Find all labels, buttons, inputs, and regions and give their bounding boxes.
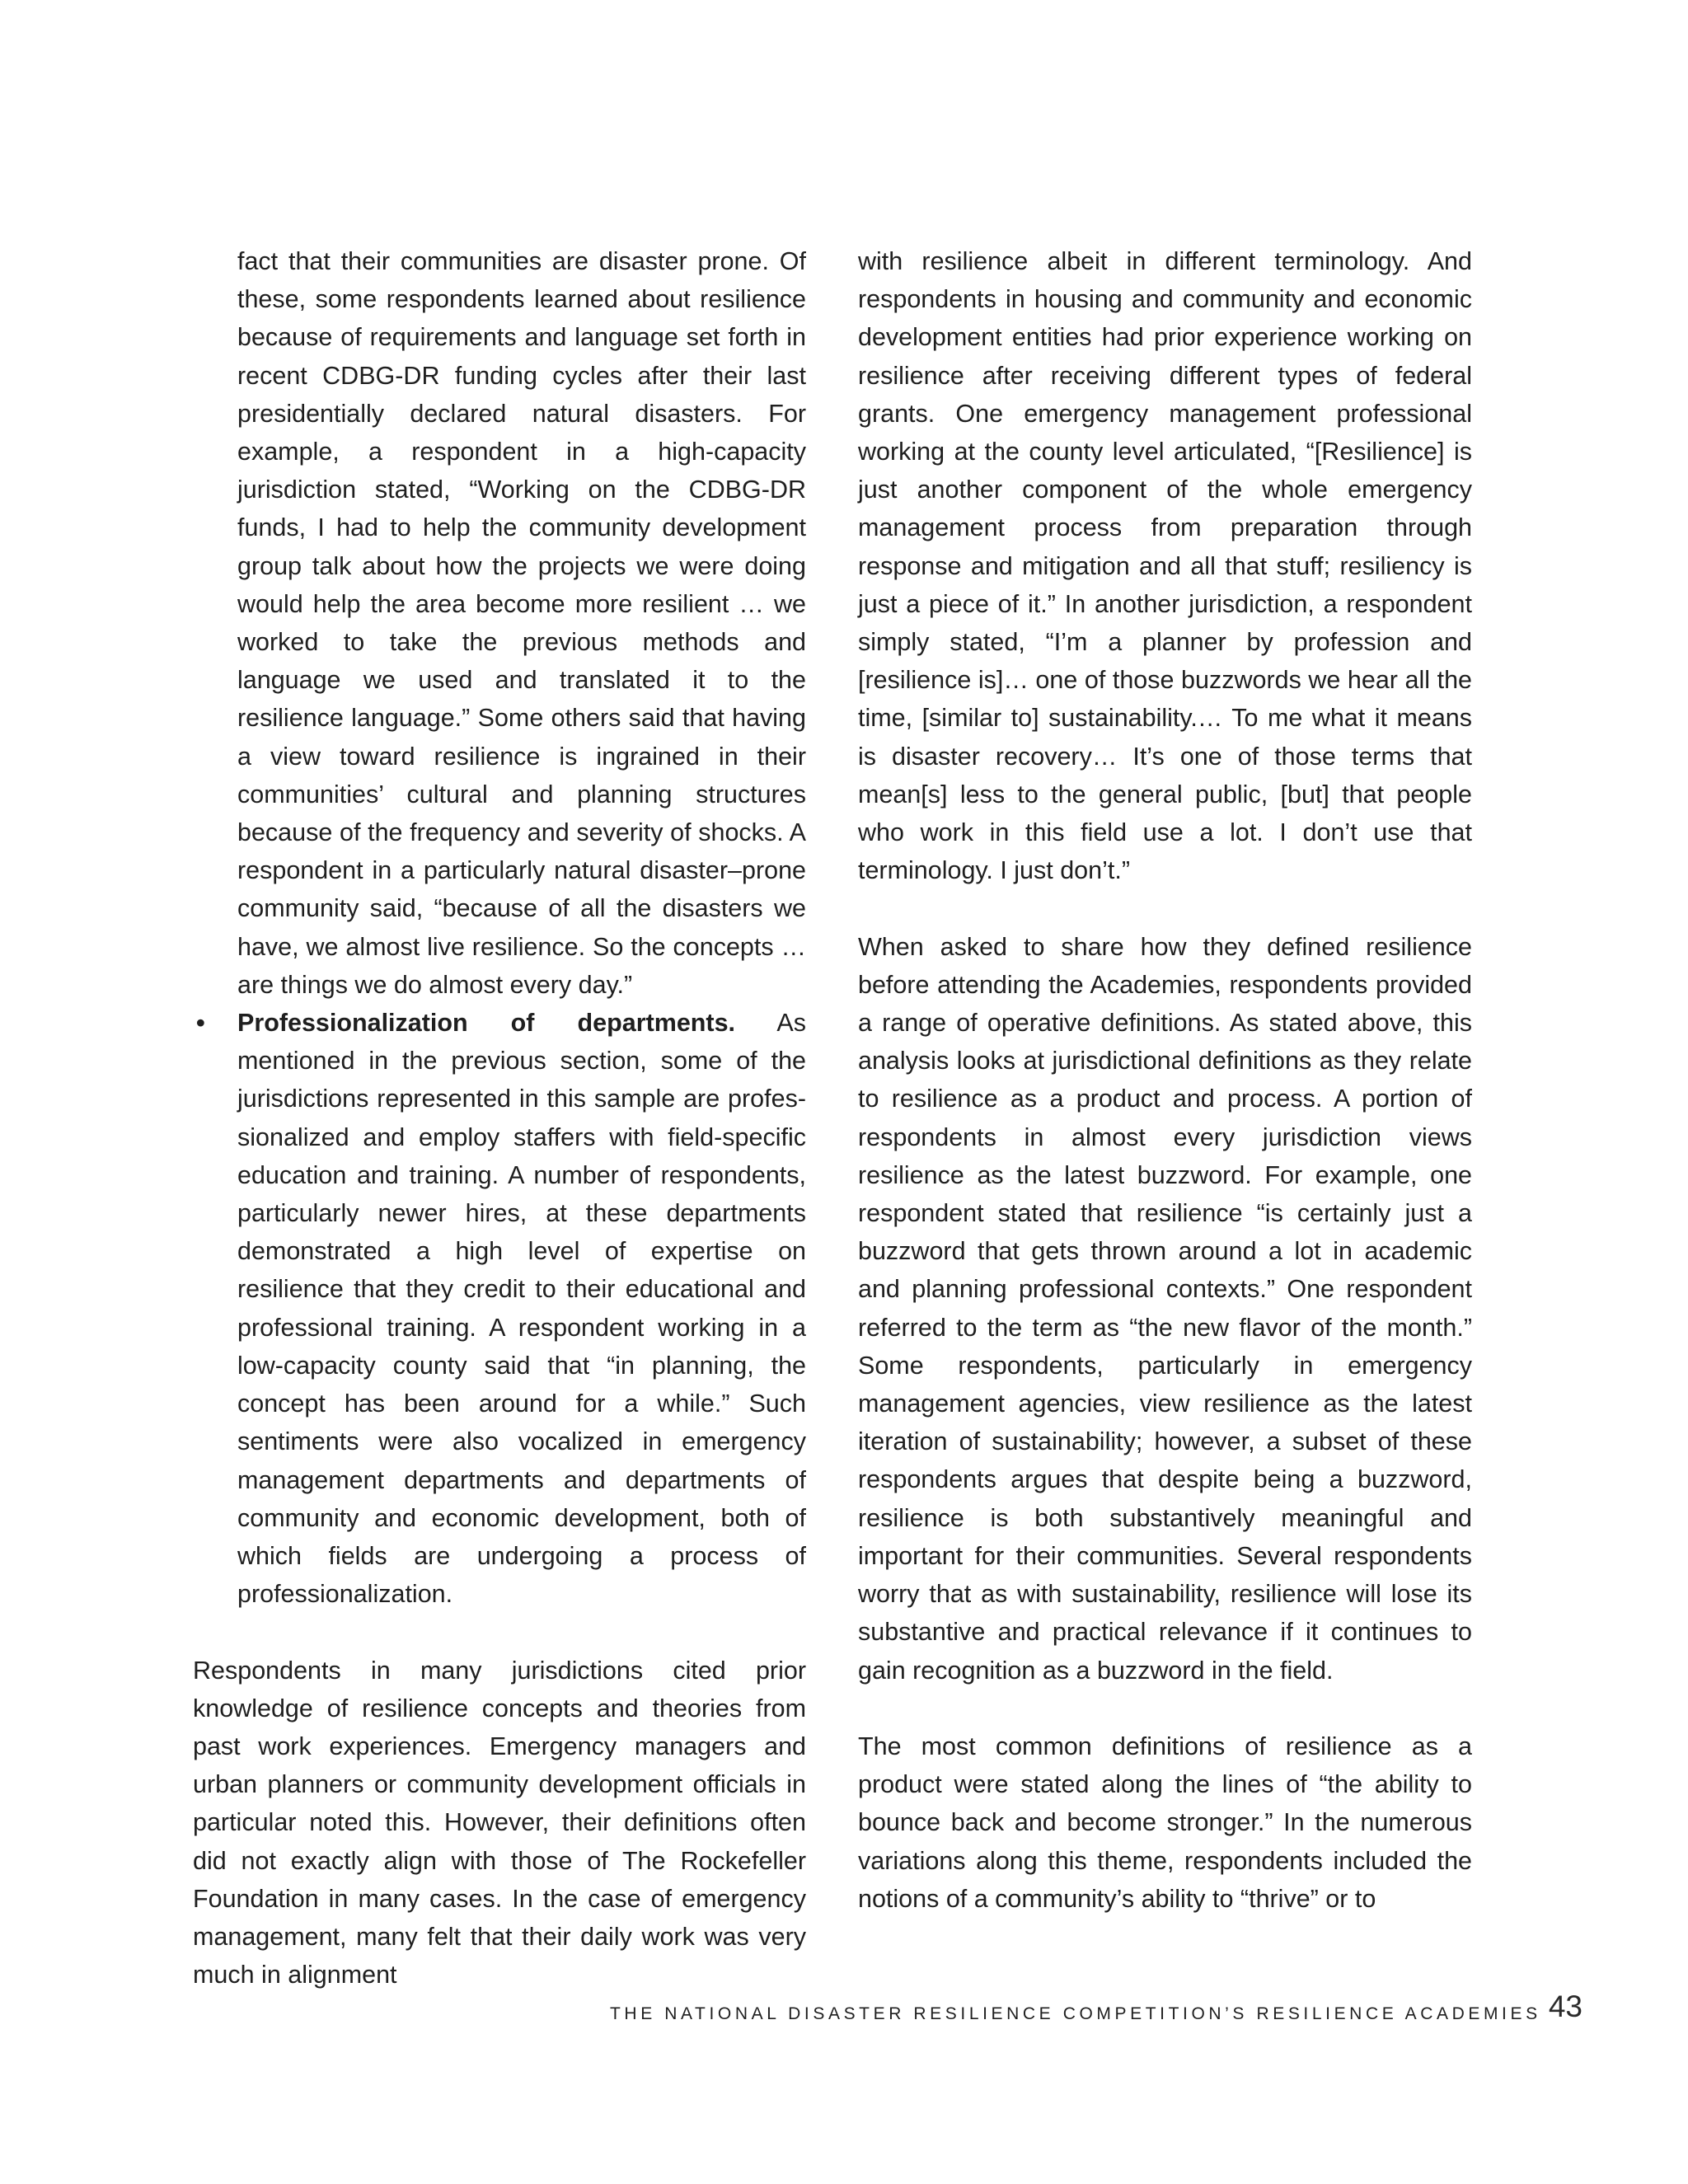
right-column [858, 242, 1472, 1956]
left-column [193, 242, 806, 2032]
continuation-paragraph: fact that their communities are disaster prone. Of these, some respondents learned about resilience because of requirements and language set forth in recent CDBG-DR funding cycles after their last presidentially declared natural disasters. For example, a respondent in a high-capacity jurisdiction stated, “Working on the CDBG-DR funds, I had to help the community development group talk about how the projects we were doing would help the area become more resilient … we worked to take the previous methods and language we used and translated it to the resilience language.” Some others said that having a view toward resilience is ingrained in their communities’ cultural and planning structures because of the frequency and severity of shocks. A respondent in a particularly natural disaster–prone community said, “because of all the disasters we have, we almost live resilience. So the concepts … are things we do almost every day.” [237, 247, 806, 999]
bullet-heading: Professionalization of departments. [237, 1009, 736, 1038]
product-definitions-paragraph: The most common definitions of resilience as a product were stated along the lines of “the ability to bounce back and become stronger.” In the numerous variations along this theme, respondents included the notions of a community’s ability to “thrive” or to [858, 1732, 1472, 1913]
page-number: 43 [1548, 1990, 1582, 2023]
bullet-marker: • [196, 1009, 205, 1038]
bullet-body: As mentioned in the previous section, some of the jurisdictions represented in this sample are professionalized and employ staffers with field-specific education and training. A number of respondents, particularly newer hires, at these departments demonstrated a high level of expertise on resilience that they credit to their educational and professional training. A respondent working in a low-capacity county said that “in planning, the concept has been around for a while.” Such sentiments were also vocalized in emergency management departments and departments of community and economic development, both of which fields are undergoing a process of professionalization. [237, 1009, 806, 1609]
terminology-paragraph: with resilience albeit in different terminology. And respondents in housing and community and economic development entities had prior experience working on resilience after receiving different types of federal grants. One emergency management professional working at the county level articulated, “[Resilience] is just another component of the whole emergency management process from preparation through response and mitigation and all that stuff; resiliency is just a piece of it.” In another jurisdiction, a respondent simply stated, “I’m a planner by profession and [resilience is]… one of those buzzwords we hear all the time, [similar to] sustainability.… To me what it means is disaster recovery… It’s one of those terms that mean[s] less to the general public, [but] that people who work in this field use a lot. I don’t use that terminology. I just don’t.” [858, 247, 1472, 885]
definitions-paragraph: When asked to share how they defined resilience before attending the Academies, respondents provided a range of operative definitions. As stated above, this analysis looks at jurisdictional definitions as they relate to resilience as a product and process. A portion of respondents in almost every jurisdiction views resilience as the latest buzzword. For example, one respondent stated that resilience “is certainly just a buzzword that gets thrown around a lot in academic and planning professional contexts.” One respondent referred to the term as “the new flavor of the month.” Some respondents, particularly in emergency management agencies, view resilience as the latest iteration of sustainability; however, a subset of these respondents argues that despite being a buzzword, resilience is both substantively meaningful and important for their communities. Several respondents worry that as with sustainability, resilience will lose its substantive and practical relevance if it continues to gain recognition as a buzzword in the field. [858, 932, 1472, 1685]
bullet-item-professionalization [193, 1004, 806, 1613]
respondents-paragraph: Respondents in many jurisdictions cited prior knowledge of resilience concepts and theories from past work experiences. Emergency managers and urban planners or community development officials in particular noted this. However, their definitions often did not exactly align with those of The Rockefeller Foundation in many cases. In the case of emergency management, many felt that their daily work was very much in alignment [193, 1656, 806, 1990]
running-footer-title: THE NATIONAL DISASTER RESILIENCE COMPETITION’S RESILIENCE ACADEMIES [610, 2004, 1541, 2023]
bullet-list [193, 1004, 806, 1613]
